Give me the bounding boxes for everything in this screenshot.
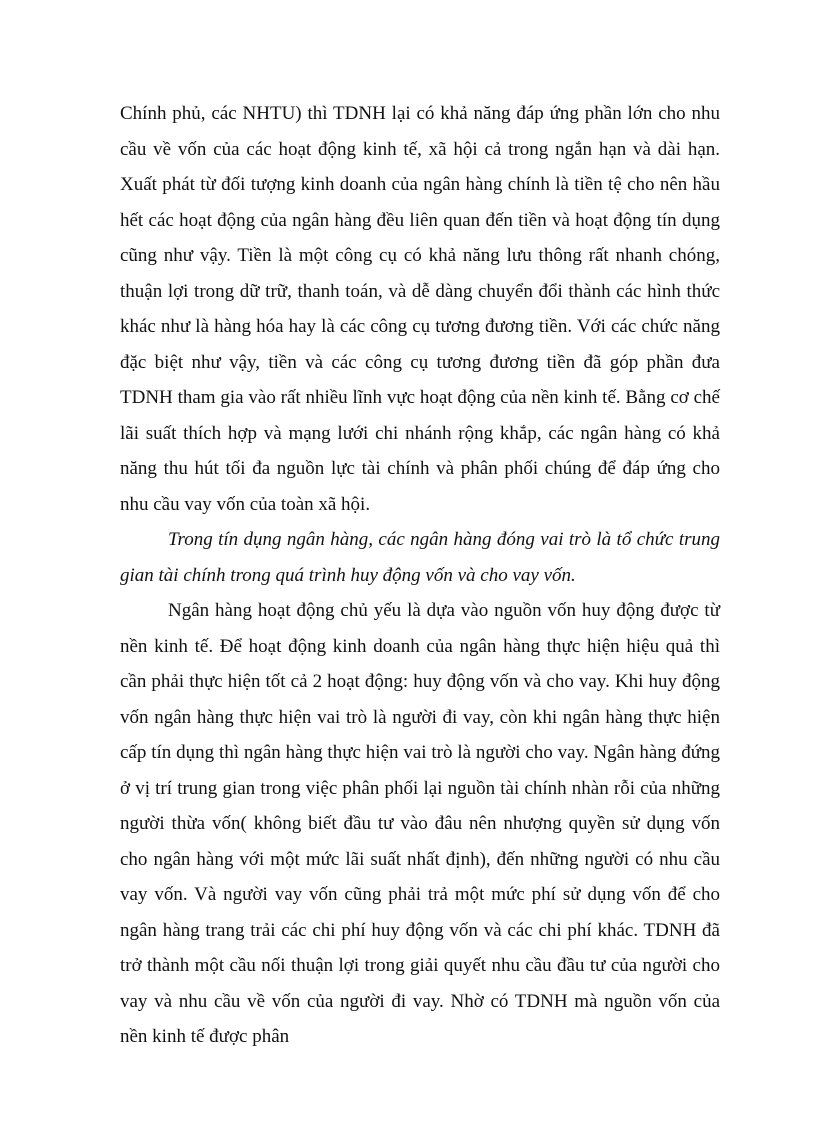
paragraph-body: Ngân hàng hoạt động chủ yếu là dựa vào nguồn vốn huy động được từ nền kinh tế. Để hoạt động kinh doanh của ngân hàng thực hiện hiệu quả thì cần phải thực hiện tốt cả 2 hoạt động: huy động vốn và cho vay. Khi huy động vốn ngân hàng thực hiện vai trò là người đi vay, còn khi ngân hàng thực hiện cấp tín dụng thì ngân hàng thực hiện vai trò là người cho vay. Ngân hàng đứng ở vị trí trung gian trong việc phân phối lại nguồn tài chính nhàn rỗi của những người thừa vốn( không biết đầu tư vào đâu nên nhượng quyền sử dụng vốn cho ngân hàng với một mức lãi suất nhất định), đến những người có nhu cầu vay vốn. Và người vay vốn cũng phải trả một mức phí sử dụng vốn để cho ngân hàng trang trải các chi phí huy động vốn và các chi phí khác. TDNH đã trở thành một cầu nối thuận lợi trong giải quyết nhu cầu đầu tư của người cho vay và nhu cầu về vốn của người đi vay. Nhờ có TDNH mà nguồn vốn của nền kinh tế được phân [120,600,720,1047]
paragraph-italic-statement: Trong tín dụng ngân hàng, các ngân hàng đóng vai trò là tổ chức trung gian tài chính trong quá trình huy động vốn và cho vay vốn. [120,529,720,586]
paragraph-continuation: Chính phủ, các NHTU) thì TDNH lại có khả năng đáp ứng phần lớn cho nhu cầu về vốn của các hoạt động kinh tế, xã hội cả trong ngắn hạn và dài hạn. Xuất phát từ đối tượng kinh doanh của ngân hàng chính là tiền tệ cho nên hầu hết các hoạt động của ngân hàng đều liên quan đến tiền và hoạt động tín dụng cũng như vậy. Tiền là một công cụ có khả năng lưu thông rất nhanh chóng, thuận lợi trong dữ trữ, thanh toán, và dễ dàng chuyển đổi thành các hình thức khác như là hàng hóa hay là các công cụ tương đương tiền. Với các chức năng đặc biệt như vậy, tiền và các công cụ tương đương tiền đã góp phần đưa TDNH tham gia vào rất nhiều lĩnh vực hoạt động của nền kinh tế. Bằng cơ chế lãi suất thích hợp và mạng lưới chi nhánh rộng khắp, các ngân hàng có khả năng thu hút tối đa nguồn lực tài chính và phân phối chúng để đáp ứng cho nhu cầu vay vốn của toàn xã hội. [120,103,720,515]
document-page [120,96,720,1055]
